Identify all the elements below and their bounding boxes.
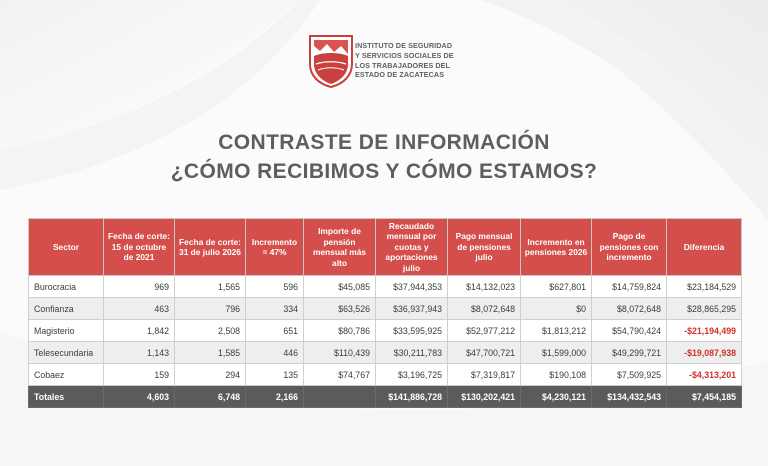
cell-sector: Cobaez [29, 364, 104, 386]
cell-total: $141,886,728 [376, 386, 448, 408]
institution-line-4: ESTADO DE ZACATECAS [355, 70, 445, 80]
col-header-corte-2021: Fecha de corte: 15 de octubre de 2021 [104, 219, 175, 276]
col-header-corte-2026: Fecha de corte: 31 de julio 2026 [175, 219, 246, 276]
cell: $80,786 [304, 320, 376, 342]
cell: $14,759,824 [592, 276, 667, 298]
cell-sector: Magisterio [29, 320, 104, 342]
cell: 1,143 [104, 342, 175, 364]
cell: $33,595,925 [376, 320, 448, 342]
page-title-line-2: ¿CÓMO RECIBIMOS Y CÓMO ESTAMOS? [170, 160, 598, 183]
cell-total: $130,202,421 [448, 386, 521, 408]
cell: 135 [246, 364, 304, 386]
col-header-pension-max: Importe de pensión mensual más alto [304, 219, 376, 276]
institution-line-1: INSTITUTO DE SEGURIDAD [355, 41, 453, 50]
cell: $190,108 [521, 364, 592, 386]
cell: $63,526 [304, 298, 376, 320]
cell: $74,767 [304, 364, 376, 386]
cell: $8,072,648 [592, 298, 667, 320]
cell: $1,599,000 [521, 342, 592, 364]
cell: $37,944,353 [376, 276, 448, 298]
table-row [29, 364, 742, 386]
cell: $1,813,212 [521, 320, 592, 342]
cell: 334 [246, 298, 304, 320]
cell: $30,211,783 [376, 342, 448, 364]
pension-contrast-table [28, 218, 742, 408]
cell-totals-label: Totales [29, 386, 104, 408]
cell: $110,439 [304, 342, 376, 364]
table-row [29, 320, 742, 342]
table-row [29, 276, 742, 298]
institution-line-3: LOS TRABAJADORES DEL [355, 60, 451, 70]
institution-name [355, 41, 505, 80]
cell: $7,319,817 [448, 364, 521, 386]
cell: $47,700,721 [448, 342, 521, 364]
cell: $54,790,424 [592, 320, 667, 342]
cell: $0 [521, 298, 592, 320]
col-header-recaudado: Recaudado mensual por cuotas y aportaciones julio [376, 219, 448, 276]
table-row [29, 298, 742, 320]
cell-diferencia-negative: -$4,313,201 [667, 364, 742, 386]
institution-header [307, 34, 507, 90]
cell-sector: Telesecundaria [29, 342, 104, 364]
cell: $36,937,943 [376, 298, 448, 320]
cell: 294 [175, 364, 246, 386]
cell-diferencia: $28,865,295 [667, 298, 742, 320]
col-header-sector: Sector [29, 219, 104, 276]
cell: 596 [246, 276, 304, 298]
cell: $49,299,721 [592, 342, 667, 364]
table-header-row [29, 219, 742, 276]
cell: 446 [246, 342, 304, 364]
cell-total: 2,166 [246, 386, 304, 408]
cell-diferencia-negative: -$21,194,499 [667, 320, 742, 342]
cell: $14,132,023 [448, 276, 521, 298]
cell: 651 [246, 320, 304, 342]
cell-sector: Burocracia [29, 276, 104, 298]
cell-total [304, 386, 376, 408]
institution-line-2: Y SERVICIOS SOCIALES DE [355, 50, 454, 60]
cell: 969 [104, 276, 175, 298]
totals-row [29, 386, 742, 408]
cell-total: $134,432,543 [592, 386, 667, 408]
cell: 159 [104, 364, 175, 386]
cell-total: 4,603 [104, 386, 175, 408]
col-header-pago-con-incremento: Pago de pensiones con incremento [592, 219, 667, 276]
cell-sector: Confianza [29, 298, 104, 320]
cell: 1,585 [175, 342, 246, 364]
cell: $52,977,212 [448, 320, 521, 342]
cell: 1,842 [104, 320, 175, 342]
col-header-diferencia: Diferencia [667, 219, 742, 276]
cell-diferencia-negative: -$19,087,938 [667, 342, 742, 364]
cell: 796 [175, 298, 246, 320]
issstezac-shield-logo [307, 34, 355, 88]
col-header-incremento: Incremento = 47% [246, 219, 304, 276]
col-header-incremento-pensiones: Incremento en pensiones 2026 [521, 219, 592, 276]
col-header-pago-mensual: Pago mensual de pensiones julio [448, 219, 521, 276]
cell-total: 6,748 [175, 386, 246, 408]
page-title-line-1: CONTRASTE DE INFORMACIÓN [218, 131, 550, 154]
cell: $627,801 [521, 276, 592, 298]
cell: $3,196,725 [376, 364, 448, 386]
cell: 2,508 [175, 320, 246, 342]
cell-diferencia: $23,184,529 [667, 276, 742, 298]
cell: $7,509,925 [592, 364, 667, 386]
cell: 463 [104, 298, 175, 320]
table-row [29, 342, 742, 364]
cell: 1,565 [175, 276, 246, 298]
cell-total-diferencia: $7,454,185 [667, 386, 742, 408]
cell-total: $4,230,121 [521, 386, 592, 408]
cell: $45,085 [304, 276, 376, 298]
cell: $8,072,648 [448, 298, 521, 320]
